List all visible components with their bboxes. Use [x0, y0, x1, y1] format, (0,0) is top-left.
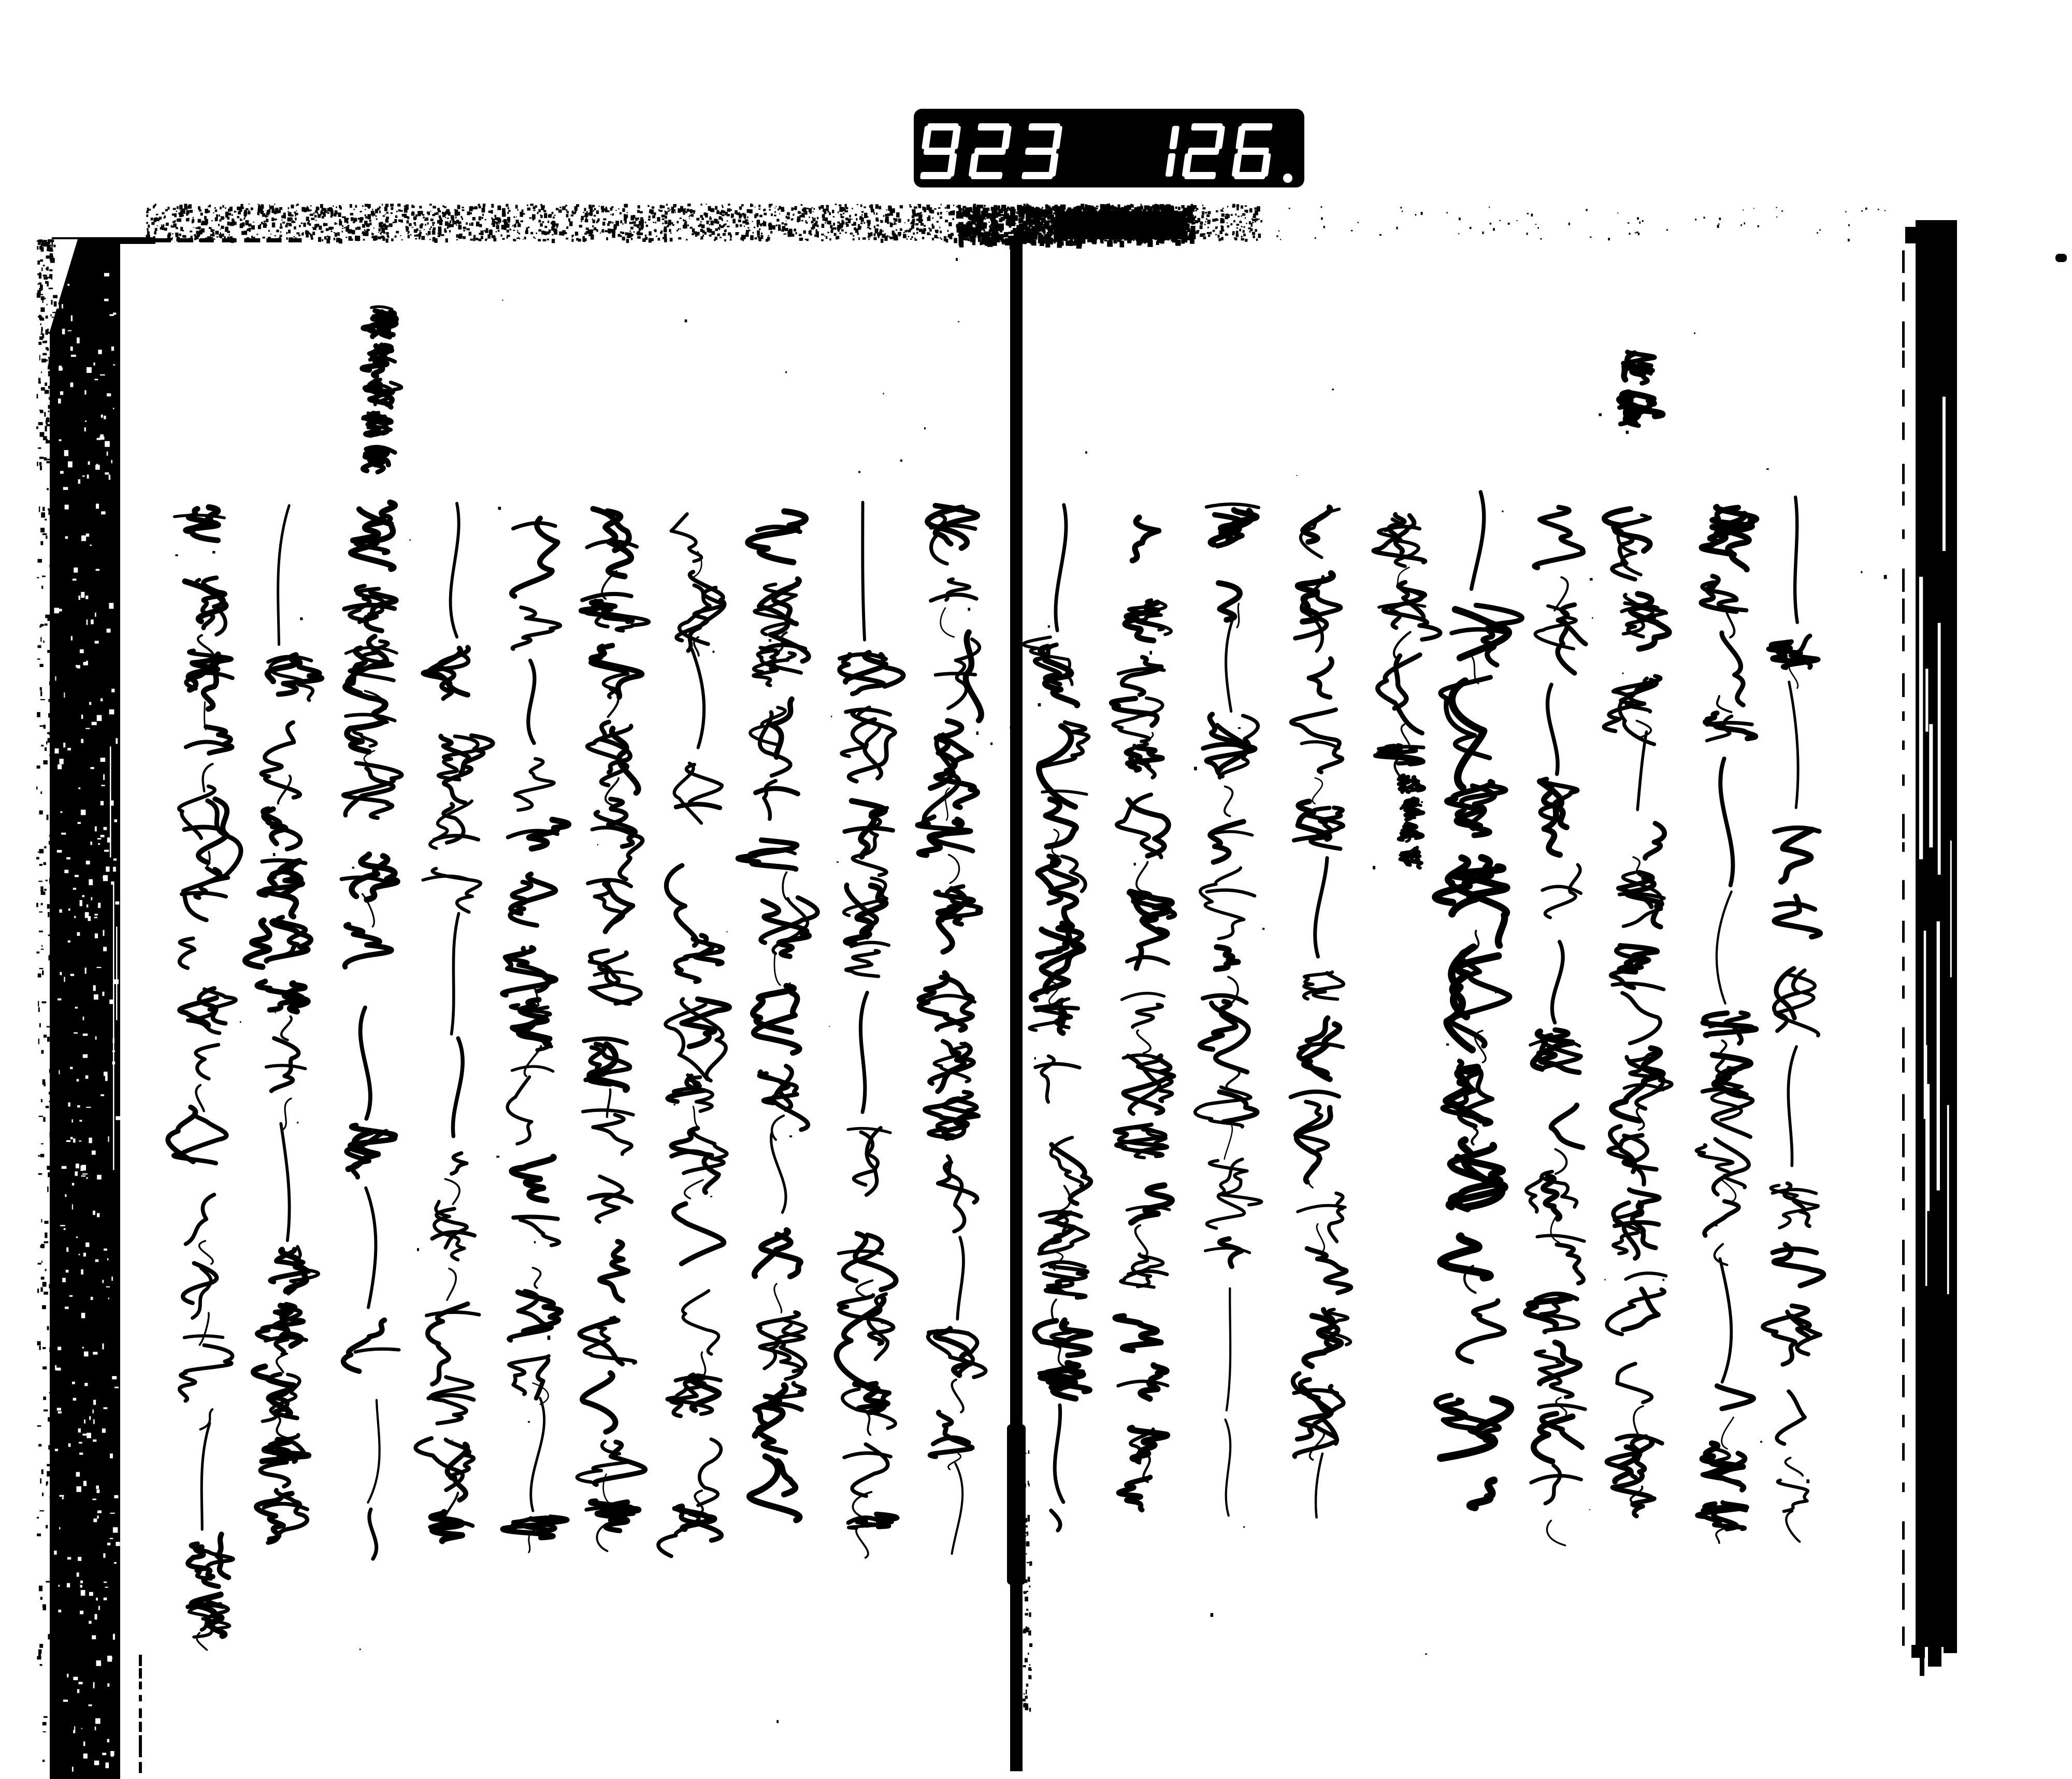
text-column [577, 509, 649, 1551]
top-speckle-band [52, 204, 1886, 250]
text-column [1604, 509, 1672, 1516]
text-column [1024, 505, 1091, 1530]
left-page-header-title [363, 307, 401, 472]
source-citation-small [1398, 775, 1424, 868]
text-column [1435, 492, 1522, 1508]
text-column [658, 514, 729, 1556]
text-column [168, 507, 241, 1650]
text-column [1374, 514, 1441, 780]
text-column [1763, 497, 1823, 1542]
text-column [837, 502, 903, 1558]
left-page-text-columns [168, 502, 986, 1650]
right-page-text-columns [1024, 492, 1824, 1545]
text-column [1526, 508, 1586, 1545]
frame-counter [914, 109, 1304, 187]
binding-gutter-line [1007, 236, 1032, 1771]
text-column [738, 511, 817, 1520]
text-column [415, 503, 493, 1541]
text-column [502, 518, 568, 1553]
text-column [917, 505, 986, 1554]
left-spine-band [36, 239, 142, 1779]
right-page-edge-band [1902, 220, 2067, 1676]
text-column [341, 502, 401, 1559]
text-column [1291, 508, 1351, 1517]
dust-specks [175, 258, 1887, 1723]
text-column [1696, 507, 1757, 1543]
right-page-header-title [1619, 352, 1663, 425]
counter-decimal-dot [1283, 173, 1292, 183]
text-column [1195, 504, 1261, 1515]
text-column [246, 505, 322, 1543]
text-column [1112, 517, 1175, 1510]
